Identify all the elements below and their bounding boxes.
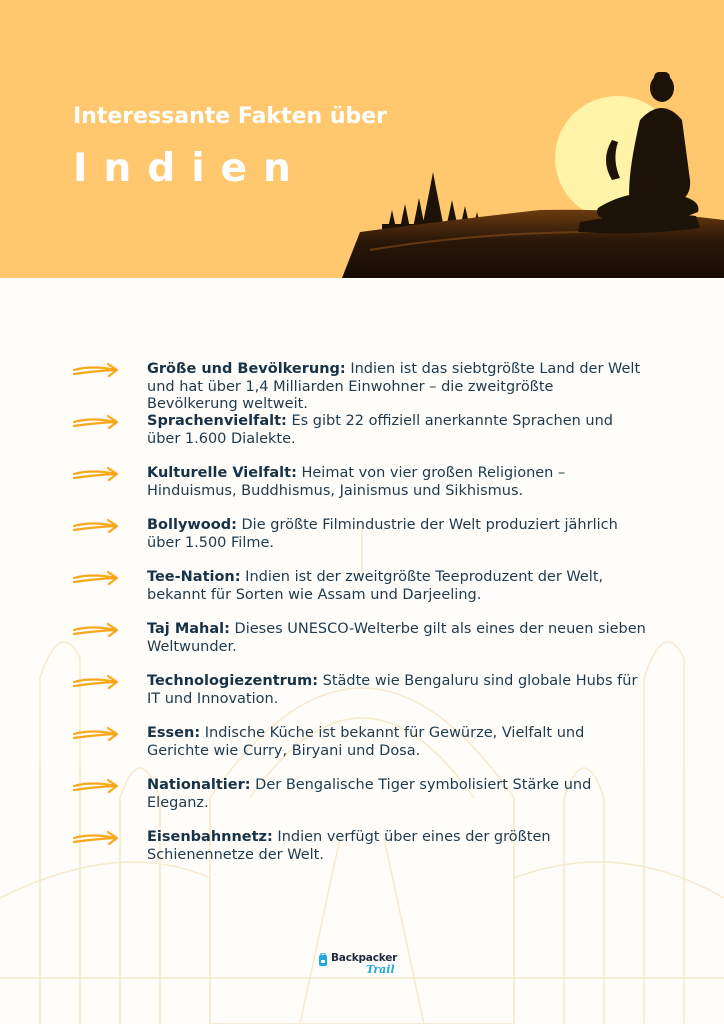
fact-label: Taj Mahal:	[147, 621, 230, 637]
fact-text	[147, 465, 647, 500]
list-item	[72, 361, 672, 413]
buddha-temple-silhouette-icon	[330, 60, 724, 278]
header-banner	[0, 0, 724, 278]
fact-label: Größe und Bevölkerung:	[147, 361, 346, 377]
arrow-icon	[72, 465, 120, 483]
fact-label: Sprachenvielfalt:	[147, 413, 287, 429]
fact-label: Eisenbahnnetz:	[147, 829, 273, 845]
list-item	[72, 725, 672, 777]
backpacker-trail-logo[interactable]	[318, 951, 408, 977]
fact-text	[147, 829, 647, 864]
fact-label: Bollywood:	[147, 517, 237, 533]
fact-description: Städte wie Bengaluru sind globale Hubs für IT und Innovation.	[147, 673, 638, 707]
arrow-icon	[72, 569, 120, 587]
fact-text	[147, 569, 647, 604]
fact-description: Heimat von vier großen Religionen – Hinduismus, Buddhismus, Jainismus und Sikhismus.	[147, 465, 566, 499]
fact-description: Indien ist das siebtgrößte Land der Welt und hat über 1,4 Milliarden Einwohner – die zweitgrößte Bevölkerung weltweit.	[147, 361, 641, 412]
page-title: Indien	[73, 146, 307, 191]
fact-description: Die größte Filmindustrie der Welt produziert jährlich über 1.500 Filme.	[147, 517, 618, 551]
page-subtitle: Interessante Fakten über	[73, 104, 388, 129]
fact-description: Indien verfügt über eines der größten Schienennetze der Welt.	[147, 829, 551, 863]
backpack-icon	[318, 953, 328, 967]
fact-description: Indische Küche ist bekannt für Gewürze, Vielfalt und Gerichte wie Curry, Biryani und Dosa.	[147, 725, 585, 759]
arrow-icon	[72, 673, 120, 691]
arrow-icon	[72, 517, 120, 535]
fact-label: Kulturelle Vielfalt:	[147, 465, 297, 481]
arrow-icon	[72, 361, 120, 379]
fact-text	[147, 725, 647, 760]
list-item	[72, 569, 672, 621]
logo-wordmark: Backpacker	[331, 952, 398, 964]
arrow-icon	[72, 725, 120, 743]
fact-label: Essen:	[147, 725, 201, 741]
arrow-icon	[72, 413, 120, 431]
fact-description: Indien ist der zweitgrößte Teeproduzent der Welt, bekannt für Sorten wie Assam und Darjeeling.	[147, 569, 604, 603]
fact-label: Tee-Nation:	[147, 569, 241, 585]
fact-label: Nationaltier:	[147, 777, 251, 793]
list-item	[72, 413, 672, 465]
fact-label: Technologiezentrum:	[147, 673, 319, 689]
logo-script-text: Trail	[366, 963, 395, 976]
fact-text	[147, 777, 647, 812]
fact-text	[147, 621, 647, 656]
arrow-icon	[72, 777, 120, 795]
list-item	[72, 621, 672, 673]
fact-description: Dieses UNESCO-Welterbe gilt als eines der neuen sieben Weltwunder.	[147, 621, 646, 655]
list-item	[72, 517, 672, 569]
fact-text	[147, 517, 647, 552]
list-item	[72, 829, 672, 881]
arrow-icon	[72, 621, 120, 639]
facts-list	[72, 361, 672, 881]
fact-description: Es gibt 22 offiziell anerkannte Sprachen und über 1.600 Dialekte.	[147, 413, 614, 447]
fact-text	[147, 361, 647, 414]
fact-text	[147, 413, 647, 448]
arrow-icon	[72, 829, 120, 847]
list-item	[72, 777, 672, 829]
list-item	[72, 673, 672, 725]
fact-text	[147, 673, 647, 708]
list-item	[72, 465, 672, 517]
fact-description: Der Bengalische Tiger symbolisiert Stärke und Eleganz.	[147, 777, 592, 811]
